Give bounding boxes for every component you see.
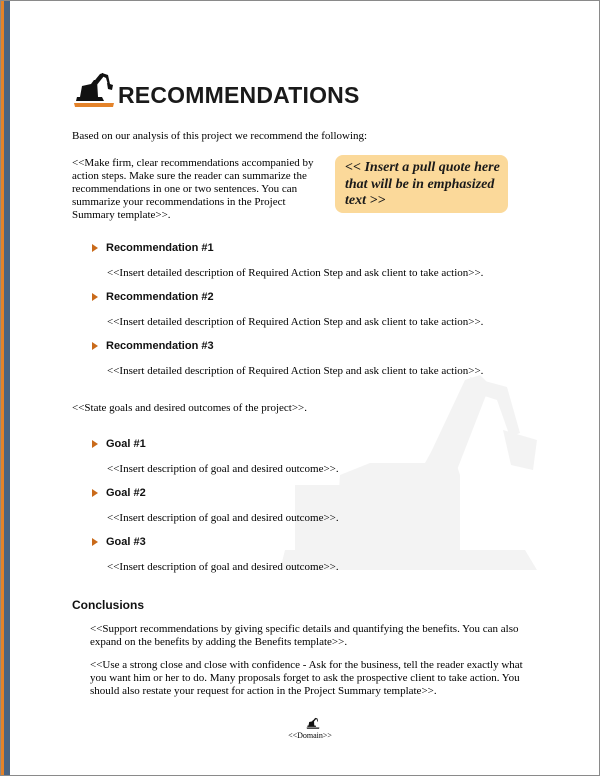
goal-description: <<Insert description of goal and desired outcome>>. <box>107 512 339 524</box>
conclusion-paragraph: <<Use a strong close and close with confidence - Ask for the business, tell the reader exactly what you want him or her to do. Many proposals forget to ask the prospective client to take action. You should also restate your request for action in the Project Summary template>>. <box>90 659 523 697</box>
intro-body-text: <<Make firm, clear recommendations accompanied by action steps. Make sure the reader can summarize the recommendations in one or two sentences. You can summarize your recommendations in the Project Summary template>>. <box>72 157 314 221</box>
goal-title: Goal #2 <box>106 487 146 499</box>
arrow-bullet-icon <box>92 244 98 252</box>
recommendation-title: Recommendation #2 <box>106 291 214 303</box>
goal-title: Goal #1 <box>106 438 146 450</box>
goal-item <box>92 487 146 499</box>
goal-item <box>92 536 146 548</box>
conclusion-paragraph: <<Support recommendations by giving specific details and quantifying the benefits. You can also expand on the benefits by adding the Benefits template>>. <box>90 623 519 648</box>
arrow-bullet-icon <box>92 440 98 448</box>
arrow-bullet-icon <box>92 489 98 497</box>
arrow-bullet-icon <box>92 293 98 301</box>
recommendation-title: Recommendation #1 <box>106 242 214 254</box>
excavator-watermark-icon <box>275 345 550 575</box>
recommendation-description: <<Insert detailed description of Required Action Step and ask client to take action>>. <box>107 267 484 279</box>
goals-intro-text: <<State goals and desired outcomes of the project>>. <box>72 402 307 414</box>
goal-description: <<Insert description of goal and desired outcome>>. <box>107 561 339 573</box>
left-accent-stripe-blue <box>4 1 10 775</box>
recommendation-item <box>92 242 214 254</box>
arrow-bullet-icon <box>92 538 98 546</box>
recommendation-title: Recommendation #3 <box>106 340 214 352</box>
recommendation-item <box>92 291 214 303</box>
arrow-bullet-icon <box>92 342 98 350</box>
excavator-icon <box>72 70 116 108</box>
footer-excavator-icon <box>306 716 320 730</box>
page-header <box>72 70 360 108</box>
recommendation-item <box>92 340 214 352</box>
goal-item <box>92 438 146 450</box>
page-title: RECOMMENDATIONS <box>118 82 360 108</box>
footer-domain: <<Domain>> <box>288 731 332 740</box>
conclusions-heading: Conclusions <box>72 598 145 612</box>
goal-title: Goal #3 <box>106 536 146 548</box>
recommendation-description: <<Insert detailed description of Required Action Step and ask client to take action>>. <box>107 316 484 328</box>
intro-text: Based on our analysis of this project we recommend the following: <box>72 130 368 142</box>
goal-description: <<Insert description of goal and desired outcome>>. <box>107 463 339 475</box>
pull-quote: << Insert a pull quote here that will be in emphasized text >> <box>335 155 508 213</box>
recommendation-description: <<Insert detailed description of Required Action Step and ask client to take action>>. <box>107 365 484 377</box>
